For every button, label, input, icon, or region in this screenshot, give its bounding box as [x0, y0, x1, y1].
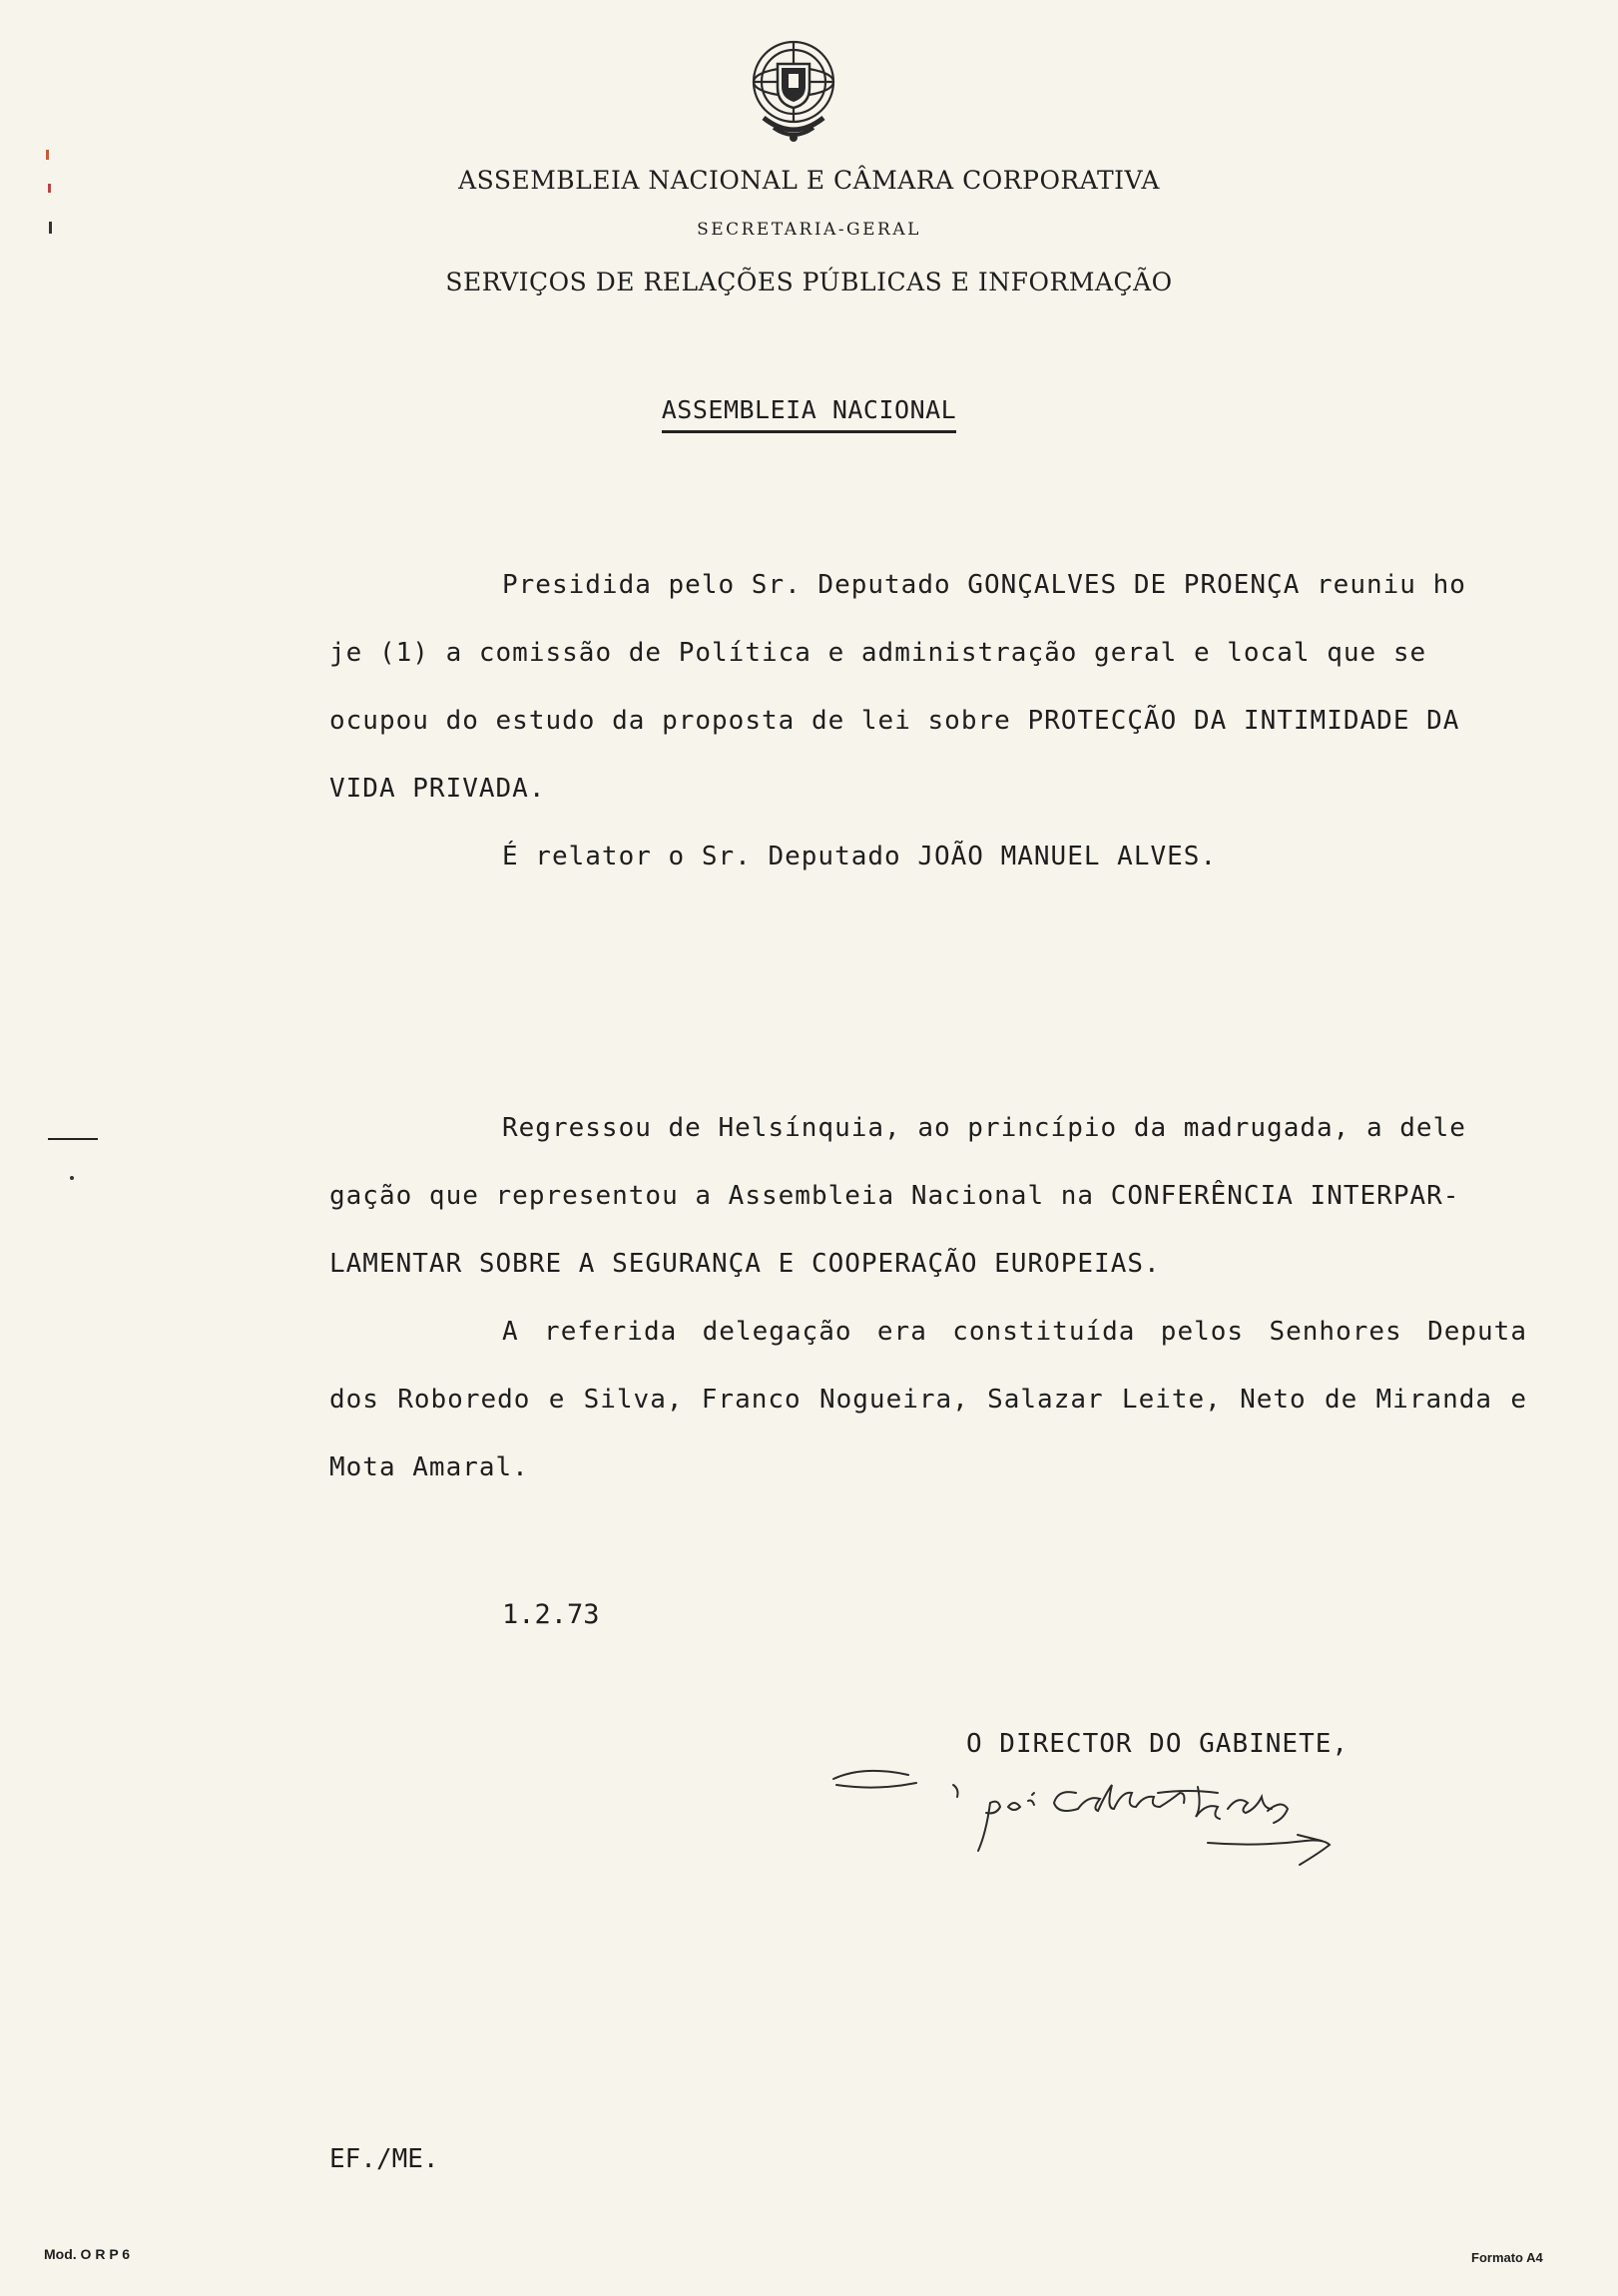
handwritten-signature-icon — [828, 1737, 1417, 1877]
header-secretariat: SECRETARIA-GERAL — [697, 220, 921, 240]
margin-marks — [0, 0, 120, 1298]
document-date: 1.2.73 — [502, 1599, 600, 1630]
paragraph-rapporteur: É relator o Sr. Deputado JOÃO MANUEL ALVES. — [502, 842, 1218, 871]
section-title-text: ASSEMBLEIA NACIONAL — [662, 395, 956, 433]
signatory-title: O DIRECTOR DO GABINETE, — [966, 1729, 1349, 1759]
paragraph-line: LAMENTAR SOBRE A SEGURANÇA E COOPERAÇÃO EUROPEIAS. — [329, 1249, 1161, 1279]
paper-format: Formato A4 — [1471, 2250, 1543, 2265]
header-services: SERVIÇOS DE RELAÇÕES PÚBLICAS E INFORMAÇÃO — [445, 268, 1173, 296]
paragraph-delegation — [329, 1094, 1527, 1501]
paragraph-delegation-members: A referida delegação era constituída pelos Senhores Deputa dos Roboredo e Silva, Franco Nogueira, Salazar Leite, Neto de Miranda e Mota Amaral. — [329, 1317, 1527, 1482]
paragraph-line: Presidida pelo Sr. Deputado GONÇALVES DE PROENÇA reuniu ho — [502, 570, 1466, 600]
typist-initials: EF./ME. — [329, 2144, 439, 2174]
paragraph-line: ocupou do estudo da proposta de lei sobre PROTECÇÃO DA INTIMIDADE DA — [329, 706, 1460, 736]
header-assembly-name: ASSEMBLEIA NACIONAL E CÂMARA CORPORATIVA — [458, 166, 1160, 195]
paragraph-line: Regressou de Helsínquia, ao princípio da madrugada, a dele — [502, 1113, 1466, 1143]
paragraph-line: gação que representou a Assembleia Nacional na CONFERÊNCIA INTERPAR- — [329, 1181, 1460, 1211]
paragraph-line: je (1) a comissão de Política e administração geral e local que se — [329, 638, 1427, 668]
section-title — [0, 395, 1618, 433]
paragraph-line: VIDA PRIVADA. — [329, 774, 546, 804]
paragraph-committee — [329, 551, 1527, 890]
portuguese-coat-of-arms-icon — [744, 30, 843, 148]
form-code: Mod. O R P 6 — [44, 2246, 131, 2262]
